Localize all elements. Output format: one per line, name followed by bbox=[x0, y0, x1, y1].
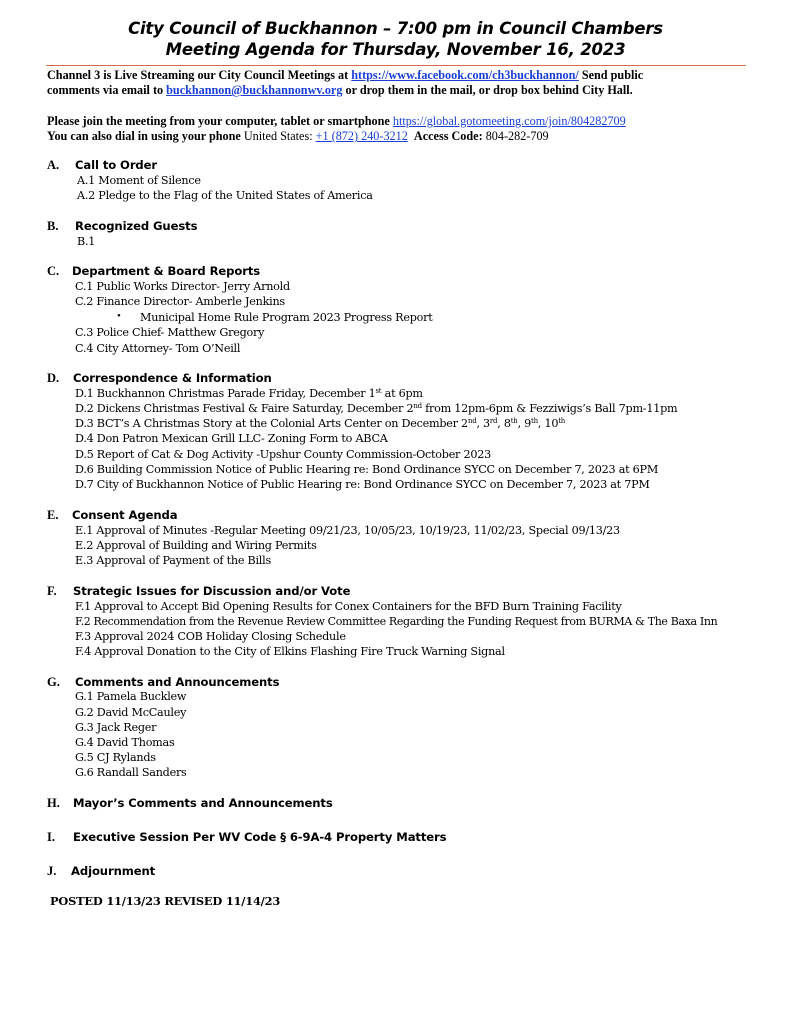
section-a-letter: A. bbox=[47, 158, 60, 172]
email-link[interactable]: buckhannon@buckhannonwv.org bbox=[166, 83, 343, 97]
section-c-title: Department & Board Reports bbox=[72, 264, 261, 278]
section-i-letter: I. bbox=[47, 830, 55, 844]
agenda-item: G.4 David Thomas bbox=[75, 736, 175, 749]
agenda-item: A.1 Moment of Silence bbox=[77, 174, 201, 187]
agenda-title: City Council of Buckhannon – 7:00 pm in Council Chambers bbox=[128, 19, 663, 38]
section-i-title: Executive Session Per WV Code § 6-9A-4 Property Matters bbox=[73, 830, 447, 844]
streaming-text: Channel 3 is Live Streaming our City Council Meetings at bbox=[47, 68, 352, 82]
agenda-item: C.1 Public Works Director- Jerry Arnold bbox=[75, 280, 290, 293]
agenda-item: A.2 Pledge to the Flag of the United States of America bbox=[77, 189, 373, 202]
section-g-title: Comments and Announcements bbox=[75, 675, 280, 689]
agenda-item: F.1 Approval to Accept Bid Opening Results for Conex Containers for the BFD Burn Training Facility bbox=[75, 600, 622, 613]
section-e-letter: E. bbox=[47, 508, 59, 522]
agenda-item: G.1 Pamela Bucklew bbox=[75, 690, 187, 703]
section-d-letter: D. bbox=[47, 371, 60, 385]
agenda-item: C.4 City Attorney- Tom O’Neill bbox=[75, 342, 241, 355]
agenda-item: G.2 David McCauley bbox=[75, 706, 187, 719]
agenda-item: G.3 Jack Reger bbox=[75, 721, 157, 734]
section-j-title: Adjournment bbox=[71, 864, 156, 878]
streaming-notice-line2 bbox=[47, 83, 633, 98]
agenda-item: G.5 CJ Rylands bbox=[75, 751, 156, 764]
agenda-item: B.1 bbox=[77, 235, 96, 248]
section-e-title: Consent Agenda bbox=[72, 508, 178, 522]
section-f-title: Strategic Issues for Discussion and/or Vote bbox=[73, 584, 351, 598]
agenda-item: E.1 Approval of Minutes -Regular Meeting 09/21/23, 10/05/23, 10/19/23, 11/02/23, Special 09/13/23 bbox=[75, 524, 620, 537]
header-divider bbox=[46, 65, 746, 66]
agenda-item: F.4 Approval Donation to the City of Elkins Flashing Fire Truck Warning Signal bbox=[75, 645, 505, 658]
drop-box-text: or drop them in the mail, or drop box behind City Hall. bbox=[342, 83, 633, 97]
streaming-notice-line1 bbox=[47, 68, 643, 83]
join-text: Please join the meeting from your computer, tablet or smartphone bbox=[47, 114, 393, 128]
agenda-item: C.2 Finance Director- Amberle Jenkins bbox=[75, 295, 285, 308]
access-code-value: 804-282-709 bbox=[482, 129, 549, 143]
section-g-letter: G. bbox=[47, 675, 60, 689]
gotomeeting-link[interactable]: https://global.gotomeeting.com/join/804282709 bbox=[392, 114, 626, 128]
agenda-item: D.7 City of Buckhannon Notice of Public Hearing re: Bond Ordinance SYCC on December 7, 2023 at 7PM bbox=[75, 478, 650, 491]
comments-text: comments via email to bbox=[47, 83, 167, 97]
agenda-item: D.5 Report of Cat & Dog Activity -Upshur County Commission-October 2023 bbox=[75, 448, 491, 461]
section-f-letter: F. bbox=[47, 584, 57, 598]
agenda-item: G.6 Randall Sanders bbox=[75, 766, 187, 779]
agenda-item: E.2 Approval of Building and Wiring Permits bbox=[75, 539, 317, 552]
section-h-title: Mayor’s Comments and Announcements bbox=[73, 796, 333, 810]
facebook-link[interactable]: https://www.facebook.com/ch3buckhannon/ bbox=[351, 68, 579, 82]
agenda-subitem: Municipal Home Rule Program 2023 Progress Report bbox=[140, 311, 433, 324]
send-public-text: Send public bbox=[578, 68, 644, 82]
section-c-letter: C. bbox=[47, 264, 60, 278]
access-code-label: Access Code: bbox=[413, 129, 483, 143]
section-j-letter: J. bbox=[47, 864, 57, 878]
agenda-item: D.1 Buckhannon Christmas Parade Friday, December 1st at 6pm bbox=[75, 387, 423, 400]
agenda-item: E.3 Approval of Payment of the Bills bbox=[75, 554, 271, 567]
dial-text: You can also dial in using your phone bbox=[47, 129, 244, 143]
agenda-subtitle: Meeting Agenda for Thursday, November 16, 2023 bbox=[165, 40, 626, 59]
section-b-letter: B. bbox=[47, 219, 59, 233]
join-meeting-line bbox=[47, 114, 626, 129]
section-h-letter: H. bbox=[47, 796, 60, 810]
section-b-title: Recognized Guests bbox=[75, 219, 198, 233]
agenda-item: D.3 BCT’s A Christmas Story at the Colonial Arts Center on December 2nd, 3rd, 8th, 9th, 10th bbox=[75, 417, 566, 430]
section-a-title: Call to Order bbox=[75, 158, 158, 172]
section-d-title: Correspondence & Information bbox=[73, 371, 272, 385]
bullet-icon: • bbox=[117, 310, 121, 322]
phone-link[interactable]: +1 (872) 240-3212 bbox=[315, 129, 408, 143]
agenda-item: D.6 Building Commission Notice of Public Hearing re: Bond Ordinance SYCC on December 7, 2023 at 6PM bbox=[75, 463, 659, 476]
posted-revised-note: POSTED 11/13/23 REVISED 11/14/23 bbox=[50, 894, 281, 908]
agenda-item: D.4 Don Patron Mexican Grill LLC- Zoning Form to ABCA bbox=[75, 432, 388, 445]
agenda-item: F.3 Approval 2024 COB Holiday Closing Schedule bbox=[75, 630, 346, 643]
dial-country: United States: bbox=[243, 129, 316, 143]
agenda-item: D.2 Dickens Christmas Festival & Faire Saturday, December 2nd from 12pm-6pm & Fezziwigs’s Ball 7pm-11pm bbox=[75, 402, 678, 415]
agenda-item: C.3 Police Chief- Matthew Gregory bbox=[75, 326, 265, 339]
agenda-item: F.2 Recommendation from the Revenue Review Committee Regarding the Funding Request from BURMA & The Baxa Inn bbox=[75, 615, 718, 628]
dial-in-line bbox=[47, 129, 549, 144]
